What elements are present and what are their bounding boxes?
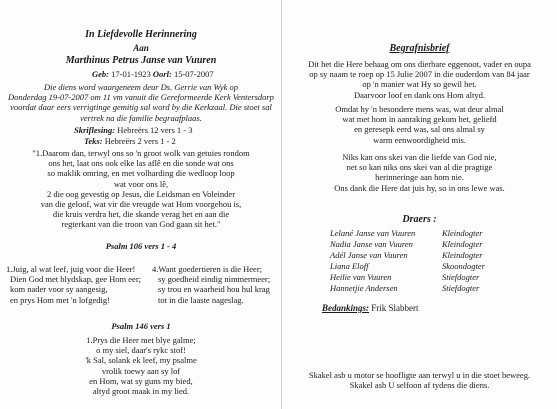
service-line: voordat daar eers verrigtinge gemitig sal word by die Kerkzaal. Die stoet sal	[10, 102, 272, 113]
pallbearer-name: Liana Eloff	[330, 261, 369, 271]
verse-line: kom nader voor sy aangesig,	[10, 284, 108, 295]
passage-line: 2 die oog gevestig op Jesus, die Leidsman en Voleinder	[46, 188, 236, 199]
pallbearer-name: Heilie van Vuuren	[330, 272, 392, 282]
service-line: vertrek na die familie begraafplaas.	[80, 112, 202, 123]
scripture-passage	[0, 148, 282, 230]
verse-line: sy goedheid eindig nimmermeer;	[158, 274, 271, 285]
verse-line: vrolik toewy aan sy lof	[101, 365, 181, 376]
teks-label: Teks:	[84, 136, 103, 146]
psalm-146-title: Psalm 146 vers 1	[111, 321, 171, 331]
psalm-106-verse-1	[6, 264, 141, 305]
psalm-106-verse-4	[152, 264, 270, 305]
passage-line: so maklik omring, en met volharding die wedloop loop	[47, 168, 235, 179]
birth-date: 17-01-1923	[111, 69, 151, 79]
pallbearer-row	[330, 228, 415, 238]
bedankings-label: Bedankings:	[322, 303, 370, 313]
scripture-reading	[74, 126, 193, 135]
verse-line: 4.Want goedertieren is die Heer;	[152, 264, 263, 274]
pallbearer-row	[330, 283, 398, 293]
pallbearer-role: Skoondogter	[442, 261, 485, 271]
verse-line: 1.Juig, al wat leef, juig voor die Heer!	[6, 264, 136, 274]
verse-line: altyd groot maak in my lied.	[92, 386, 190, 397]
verse-line: Dien God met blydskap, gee Hom eer;	[10, 274, 142, 285]
notice-line: Skakel asb U selfoon af tydens die diens.	[349, 380, 490, 391]
letter-line: Daarvoor loof en dank ons Hom altyd.	[353, 89, 485, 100]
letter-line: Ons dank die Here dat juis hy, so in ons lewe was.	[334, 182, 505, 193]
psalm-106-title: Psalm 106 vers 1 - 4	[105, 241, 177, 251]
sermon-text	[84, 137, 176, 146]
pallbearer-role: Kleindogter	[442, 239, 483, 249]
passage-line: ons het, laat ons ook elke las aflê en die sonde wat ons	[48, 158, 234, 169]
letter-line: Omdat hy 'n besondere mens was, wat deur almal	[335, 104, 504, 114]
pallbearer-role: Kleindogter	[442, 250, 483, 260]
verse-line: o my siel, daar's rykc stof!	[96, 345, 186, 356]
letter-line: Dit het die Here behaag om ons dierbare eggenoot, vader en oupa	[308, 59, 531, 69]
pallbearer-name: Hannetjie Andersen	[330, 283, 398, 293]
letter-line: warm eenwoordigheid mis.	[373, 134, 466, 145]
letter-paragraph-2	[282, 104, 557, 145]
service-line: Die diens word waargeneem deur Ds. Gerrie van Wyk op	[43, 82, 239, 92]
bedankings-name: Frik Slabbert	[371, 303, 419, 313]
pallbearer-row	[330, 239, 413, 249]
teks-ref: Hebreërs 2 vers 1 - 2	[104, 136, 176, 146]
passage-line: van die geloof, wat vir die vreugde wat Hom voorgehou is,	[40, 199, 242, 210]
skriflesing-ref: Hebreërs 12 vers 1 - 3	[117, 125, 193, 135]
verse-line: en Hom, wat sy guns my bied,	[89, 375, 193, 386]
deceased-name: Marthinus Petrus Janse van Vuuren	[65, 55, 217, 66]
birth-label: Geb:	[92, 69, 109, 79]
letter-line: op 'n manier wat Hy so gewil het.	[362, 79, 477, 90]
pallbearer-name: Lelané Janse van Vuuren	[330, 228, 416, 238]
skriflesing-label: Skriflesing:	[74, 125, 116, 135]
pallbearer-role: Kleindogter	[442, 228, 483, 238]
death-date: 15-07-2007	[173, 69, 214, 79]
service-details	[0, 82, 282, 123]
notice-line: Skakel asb u motor se hoofligte aan terwyl u in die stoet beweeg.	[308, 370, 531, 380]
passage-line: die kruis verdra het, die skande verag het en aan die	[52, 209, 230, 220]
right-page	[282, 0, 557, 409]
pallbearer-name: Adél Janse van Vuuren	[330, 250, 408, 260]
pallbearer-role: Stiefdogter	[442, 272, 480, 282]
death-label: Oorl:	[152, 69, 172, 79]
birth-death-dates	[92, 70, 214, 79]
letter-line: herinneringe aan hom nie.	[375, 172, 464, 183]
verse-line: sy trou en waarheid hou hul krag	[158, 284, 270, 295]
letter-paragraph-1	[282, 59, 557, 100]
verse-line: tot in die laaste nageslag.	[158, 294, 244, 305]
memorial-title: In Liefdevolle Herinnering	[85, 29, 197, 40]
pallbearer-name: Nadia Janse van Vuuren	[330, 239, 413, 249]
letter-paragraph-3	[282, 152, 557, 193]
service-line: Donderdag 19-07-2007 om 11 vm vanuit die Gereformeerde Kerk Ventersdorp	[8, 92, 274, 103]
letter-line: wat met hom in aanraking gekom het, geliefd	[342, 114, 497, 125]
verse-line: 1.Prys die Heer met blye galme;	[86, 335, 196, 345]
dedication-label: Aan	[133, 43, 149, 53]
pallbearer-row	[330, 272, 391, 282]
psalm-146-verse-1	[0, 335, 282, 396]
letter-line: Niks kan ons skei van die liefde van God nie,	[342, 152, 497, 162]
passage-line: wat voor ons lê,	[113, 178, 169, 189]
pallbearer-row	[330, 250, 408, 260]
verse-line: en prys Hom met 'n lofgedig!	[10, 294, 110, 305]
letter-line: op sy naam te roep op 15 Julie 2007 in die ouderdom van 84 jaar	[309, 69, 530, 80]
pallbearer-role: Stiefdogter	[442, 283, 480, 293]
letter-line: en geresepk eerd was, sal ons almal sy	[354, 124, 485, 135]
pallbearers-title: Draers :	[402, 214, 437, 225]
procession-notice	[282, 370, 557, 390]
passage-line: regterkant van die troon van God gaan sit het."	[61, 219, 221, 230]
letter-line: net so kan niks ons skei van al die pragtige	[346, 162, 493, 173]
pallbearer-row	[330, 261, 369, 271]
acknowledgements	[322, 304, 419, 313]
passage-line: "1.Daarom dan, terwyl ons so 'n groot wolk van getuies rondom	[32, 148, 250, 158]
funeral-letter-title: Begrafnisbrief	[389, 43, 450, 54]
verse-line: 'k Sal, solank ek leef, my psalme	[85, 355, 197, 366]
